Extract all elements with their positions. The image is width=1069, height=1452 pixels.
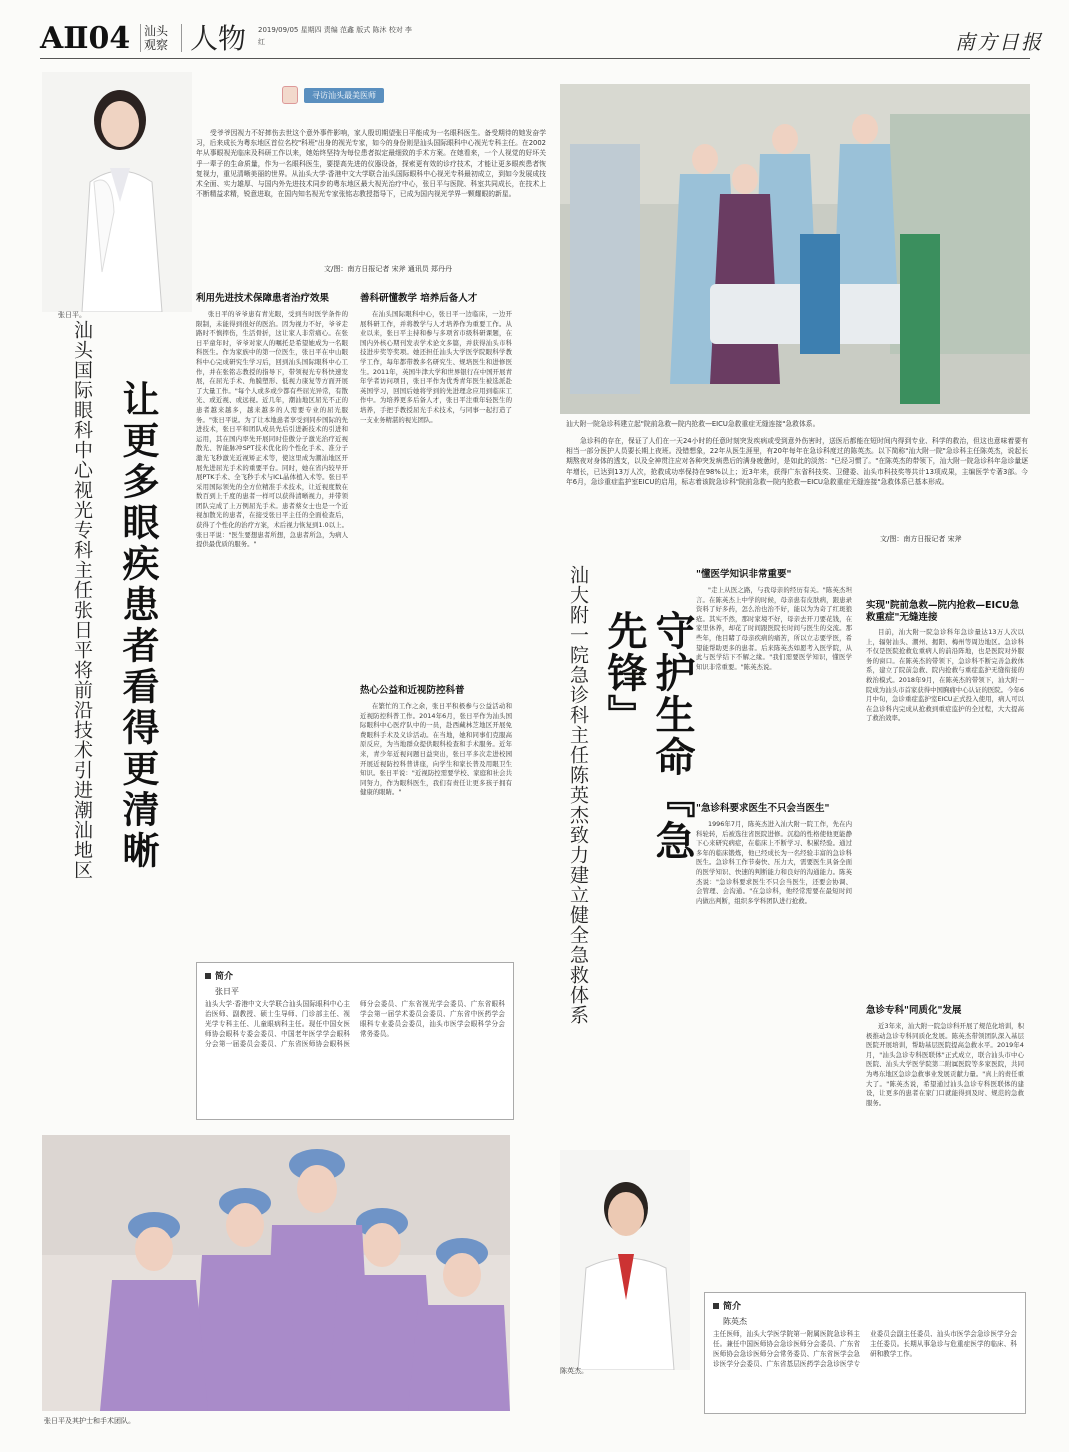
bio-text: 主任医师，汕头大学医学院第一附属医院急诊科主任。兼任中国医师协会急诊医师分会委员、广东省医师协会急诊医师分会常务委员、广东省医学会急诊医学分会委员、广东省基层医药学会急诊医学专业委员会副主任委员、汕头市医学会急诊医学分会主任委员。长期从事急诊与危重症医学的临床、科研和教学工作。	[713, 1330, 1017, 1368]
article1-section1-head: 利用先进技术保障患者治疗效果	[196, 293, 330, 304]
article1-lead: 受爷爷因视力不好摔伤去世这个意外事件影响，家人殷切期望张日平能成为一名眼科医生。备受期待的她发奋学习，后来成长为粤东地区首位名校"科班"出身的视光专家，如今的身份则是汕头国际眼科中心视光专科主任。在2002年从事眼视光临床及科研工作以来，她始终坚持为每位患者拟定最细致的手术方案。在她看来，一个人视觉的好坏关乎一辈子的生命质量，作为一名眼科医生，要提高先进的仪器设备，探索更有效的诊疗技术，才能让更多眼疾患者恢复视力，重见清晰美丽的世界。从汕头大学·香港中文大学联合汕头国际眼科中心视光专科最初成立，到如今发展成技术全面、实力雄厚、与国内外先进技术同步的粤东地区最大视光治疗中心，张日平与医院、科室共同成长，在技术上不断精益求精，锐意进取，在国内知名视光专家张铭志教授指导下，已成为国内视光学界一颗耀眼的新星。	[196, 129, 546, 199]
article1-section2-head: 善科研懂教学 培养后备人才	[360, 293, 478, 304]
doctor-portrait-icon	[560, 1150, 690, 1370]
article1-section3-body: 在繁忙的工作之余，张日平积极参与公益活动和近视防控科普工作。2014年6月，张日平作为汕头国际眼科中心医疗队中的一员，赴西藏林芝地区开展免费眼科手术及义诊活动。在当地，她和同事们克服高原反应，为当地群众提供眼科检查和手术服务。近年来，青少年近视问题日益突出，张日平多次走进校园开展近视防控科普讲座，向学生和家长普及用眼卫生知识。张日平说："近视防控需要学校、家庭和社会共同努力，作为眼科医生，我们有责任让更多孩子拥有健康的眼睛。"	[360, 702, 512, 797]
page-code: AⅡ04	[40, 21, 131, 56]
bio-text: 汕头大学·香港中文大学联合汕头国际眼科中心主治医师、副教授、硕士生导师、门诊部主任、视光学专科主任、儿童眼病科主任。现任中国女医师协会眼科专委会委员、中国老年医学学会眼科分会第一届委员会委员、广东省医师协会眼科医师分会委员、广东省视光学会委员、广东省眼科学会第一届学术委员会委员、广东省中医药学会眼科专业委员会委员，汕头市医学会眼科学分会常务委员。	[205, 1000, 505, 1048]
group-photo-caption: 张日平及其护士和手术团队。	[44, 1417, 135, 1425]
section-label: 汕头观察	[140, 24, 182, 52]
emergency-photo-image	[560, 84, 1030, 414]
emergency-photo-caption: 汕大附一院急诊科建立起"院前急救—院内抢救—EICU急救重症无缝连接"急救体系。	[566, 420, 820, 428]
bio-label: 简介	[215, 972, 234, 982]
article2-subtitle: 汕大附一院急诊科主任陈英杰致力建立健全急救体系	[567, 565, 589, 1025]
article2-section4-head: 急诊专科"同质化"发展	[866, 1005, 962, 1016]
bio-label: 简介	[723, 1302, 742, 1312]
page-meta: 2019/09/05 星期四 责编 范鑫 版式 陈沐 校对 李红	[258, 26, 412, 46]
article2-section4-body: 近3年来，汕大附一院急诊科开展了规范化培训，积极推动急诊专科同质化发展。陈英杰带领团队深入基层医院开展培训，帮助基层医院提高急救水平。2019年4月，"汕头急诊专科医联体"正式成立，联合汕头市中心医院、汕头大学医学院第二附属医院等多家医院，共同为粤东地区急诊急救事业发展贡献力量。"真上的责任重大了。"陈英杰说，希望通过汕头急诊专科医联体的建设，让更多的患者在家门口就能得到及时、规范的急救服务。	[866, 1022, 1024, 1107]
square-bullet-icon	[205, 973, 211, 979]
header-rule	[40, 58, 1030, 59]
newspaper-brand: 南方日报	[955, 30, 1043, 54]
nurse-badge-icon	[282, 86, 298, 104]
article2-byline: 文/图：南方日报记者 宋斧	[880, 535, 962, 543]
page-topic: 人物	[190, 22, 247, 55]
bio-box-header	[713, 1299, 1017, 1312]
team-group-photo	[42, 1135, 510, 1411]
group-photo-image	[42, 1135, 510, 1411]
article1-section1-body: 张日平的爷爷患有青光眼，受到当时医学条件的限制，未能得到很好的医治。因为视力不好，爷爷走路时不慎摔伤，生活骨折，这让家人非常痛心。在张日平童年时，爷爷对家人的嘱托是希望她成为一名眼科医生。作为家族中的第一位医生，张日平在中山眼科中心完成研究生学习后，回到汕头国际眼科中心工作，并在张铭志教授的指导下，带领视光专科快速发展，在屈光手术、角膜塑形、低视力康复等方面开展了大量工作。"每个人或多或少都有些屈光异常，有散光、或近视、或远视。近几年，潮汕地区屈光不正的患者越来越多，越来越多的人需要专业的屈光服务。"张日平说。为了让本地患者享受到同步国际的先进技术，张日平和团队成员先后引进新技术的引进和运用，其在国内率先开展同时佳傲分子激光治疗近视散光、智能脉冲SPT技术优化的个性化手术、准分子激光飞秒激光近视矫正术等，使这里成为潮汕地区开展先进屈光手术的重要平台。同时，她在省内较早开展PTK手术、全飞秒手术与ICL晶体植入术等。张日平采用国际领先的全方位精准手术技术，让近视度数在数百到上千度的患者一样可以获得清晰视力，并带领团队完成了上万例屈光手术。患者蔡女士也是一个近视加散光的患者，在接受张日平主任的全面检查后，获得了个性化的治疗方案，术后视力恢复到1.0以上。张日平说："医生要想患者所想，急患者所急，为病人提供最优质的服务。"	[196, 310, 348, 549]
square-bullet-icon	[713, 1303, 719, 1309]
article2-lead: 急诊科的存在，保证了人们在一天24小时的任意时刻突发疾病或受到意外伤害时，送医后都能在短时间内得到专业、科学的救治，但这也意味着要有相当一部分医护人员要长期上夜班。没错想象，22年从医生涯里，有20年每年在急诊科度过的陈英杰。以下简称"汕大附一院"急诊科主任陈英杰，说起长期熬夜对身体的透支，以及全神贯注应对各种突发病患后的满身疲惫时，是如此的淡然："已经习惯了。"在陈英杰的带领下，汕大附一院急诊科年急诊量逐年增长，已达到13万人次，抢救成功率保持在98%以上；近3年来，获得广东省科技奖、卫健委、汕头市科技奖等共计13项成果，主编医学专著3部。今年6月，急诊重症监护室EICU的启用，标志着该院急诊科"院前急救—院内抢救—EICU急救重症无缝连接"急救体系已基本形成。	[566, 437, 1028, 486]
series-tag-wrap	[282, 86, 384, 104]
bio-name: 张日平	[215, 987, 239, 996]
article2-title: 守护生命『急先锋』	[601, 610, 696, 862]
article2-section3-body: 目前，汕大附一院急诊科年急诊量达13万人次以上，辐射汕头、潮州、揭阳、梅州等周边地区。急诊科不仅是医院抢救危重病人的前沿阵地，也是医院对外服务的窗口。在陈英杰的带领下，急诊科不断完善急救体系，建立了院前急救、院内抢救与重症监护无缝衔接的救治模式。2018年9月，在陈英杰的带领下，汕大附一院成为汕头市首家获得中国胸痛中心认证的医院。今年6月中旬，急诊重症监护室EICU正式投入使用，病人可以在急诊科内完成从抢救到重症监护的全过程，大大提高了救治效率。	[866, 628, 1024, 723]
article2-section3-head: 实现"院前急救—院内抢救—EICU急救重症"无缝连接	[866, 600, 1020, 623]
article1-section3-head: 热心公益和近视防控科普	[360, 685, 465, 696]
bio-box-zhang	[196, 962, 514, 1120]
article2-section1-body: "走上从医之路，与我母亲的经历有关。"陈英杰坦言。在陈英杰上中学的时候，母亲患有皮肤病，跟患录资料了好多药，怎么治也治不好，能以为为奇了红斑狼疮。其实不然，那时家境不好，母亲去开刀要花钱，在家里休养，却花了时间跟医院长时间与医生的交流。那些年，他目睹了母亲疾病的痛苦，所以立志要学医，希望能帮助更多的患者。后来陈英杰如愿考入医学院，从此与医学结下不解之缘。"我们需要医学知识，懂医学知识非常重要。"陈英杰说。	[696, 586, 852, 671]
article1-section2-body: 在汕头国际眼科中心，张日平一边临床，一边开展科研工作，并将教学与人才培养作为重要工作。从业以来，张日平主持和参与多项省市级科研课题，在国内外核心期刊发表学术论文多篇，并获得汕头市科技进步奖等奖项。她还担任汕头大学医学院眼科学教学工作，每年都带教多名研究生、规培医生和进修医生。2011年，英国牛津大学和世界银行在中国开展青年学者访问项目，张日平作为优秀青年医生被选派赴英国学习，回国后她将学到的先进理念应用到临床工作中。为培养更多后备人才，张日平注重年轻医生的培养，手把手教授屈光手术技术，与同事一起打造了一支业务精湛的视光团队。	[360, 310, 512, 424]
article2-section2-body: 1996年7月，陈英杰进入汕大附一院工作，先在内科轮转，后被选往省医院进修。沉稳的性格使他更能静下心来研究病症，在临床上不断学习、积累经验。通过多年的临床锻炼，他已经成长为一名经验丰富的急诊科医生。急诊科工作节奏快、压力大，需要医生具备全面的医学知识、快速的判断能力和良好的沟通能力。陈英杰说："急诊科要求医生不只会当医生，还要会协调、会管理、会沟通。"在急诊科，他经常需要在最短时间内做出判断，组织多学科团队进行抢救。	[696, 820, 852, 905]
doctor-portrait-icon	[42, 72, 192, 312]
series-tag: 寻访汕头最美医师	[304, 88, 384, 103]
article1-title: 让更多眼疾患者看得更清晰	[116, 380, 160, 872]
article1-subtitle: 汕头国际眼科中心视光专科主任张日平将前沿技术引进潮汕地区	[71, 320, 93, 880]
emergency-rescue-photo	[560, 84, 1030, 414]
portrait-caption: 张日平。	[58, 311, 86, 319]
article2-section2-head: "急诊科要求医生不只会当医生"	[696, 803, 830, 814]
bio-name: 陈英杰	[723, 1317, 747, 1326]
bio-box-chen	[704, 1292, 1026, 1414]
portrait-zhang-riping	[42, 72, 192, 312]
bio-box-header	[205, 969, 505, 982]
article2-section1-head: "懂医学知识非常重要"	[696, 569, 792, 580]
article1-byline: 文/图：南方日报记者 宋斧 通讯员 郑丹丹	[324, 265, 453, 273]
chen-portrait-caption: 陈英杰。	[560, 1367, 588, 1375]
portrait-chen-yingjie	[560, 1150, 690, 1370]
